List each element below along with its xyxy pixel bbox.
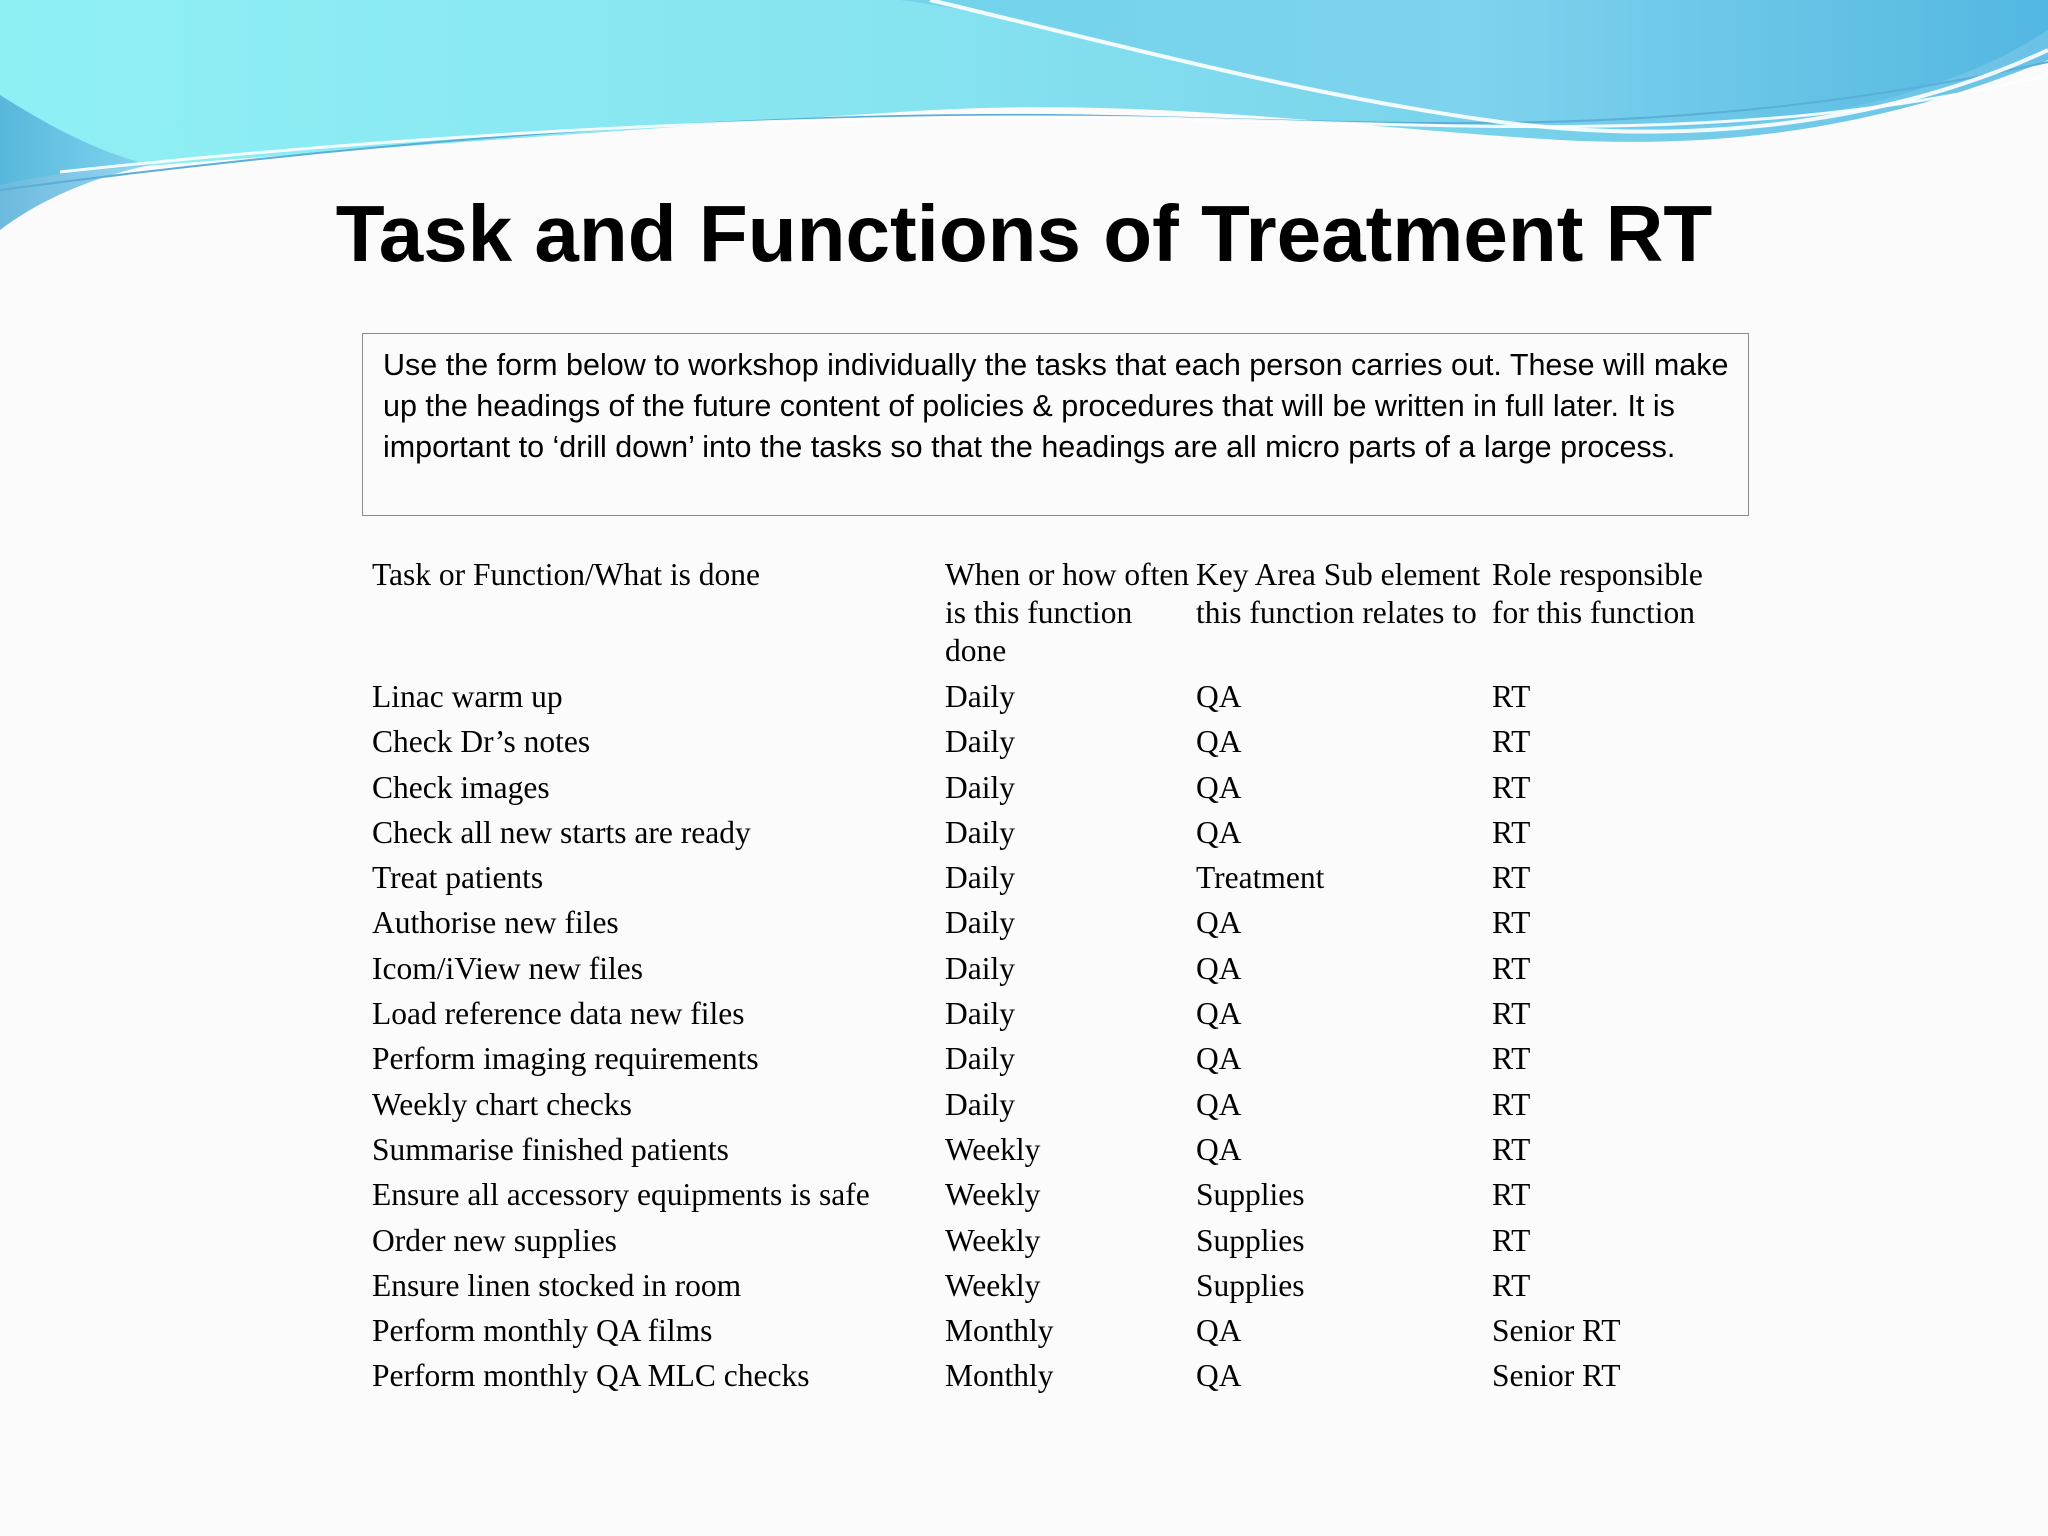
table-row — [372, 1086, 1732, 1131]
frequency-cell: Weekly — [945, 1131, 1041, 1167]
task-cell: Ensure linen stocked in room — [372, 1267, 742, 1303]
page-title: Task and Functions of Treatment RT — [335, 189, 1713, 278]
role-cell: RT — [1492, 679, 1531, 714]
table-row — [372, 678, 1732, 723]
frequency-cell: Daily — [945, 1041, 1015, 1077]
role-cell: Senior RT — [1492, 1313, 1621, 1349]
task-cell: Load reference data new files — [372, 996, 745, 1032]
task-cell: Linac warm up — [372, 679, 563, 714]
table-row — [372, 1040, 1732, 1085]
frequency-cell: Daily — [945, 679, 1015, 714]
key-area-cell: QA — [1196, 1358, 1242, 1394]
table-row — [372, 1357, 1732, 1402]
role-cell: RT — [1492, 860, 1531, 896]
frequency-cell: Daily — [945, 769, 1015, 805]
task-cell: Perform monthly QA films — [372, 1313, 713, 1349]
key-area-cell: QA — [1196, 814, 1242, 850]
key-area-cell: QA — [1196, 679, 1242, 714]
role-cell: RT — [1492, 950, 1531, 986]
instructions-text: Use the form below to workshop individually the tasks that each person carries out. These will make up the headings of the future content of policies & procedures that will be written in full later. It is important to ‘drill down’ into the tasks so that the headings are all micro parts of a large process. — [383, 348, 1729, 464]
frequency-cell: Daily — [945, 1086, 1015, 1122]
table-row — [372, 995, 1732, 1040]
role-cell: RT — [1492, 1177, 1531, 1213]
role-cell: RT — [1492, 996, 1531, 1032]
role-cell: RT — [1492, 814, 1531, 850]
task-cell: Perform imaging requirements — [372, 1041, 759, 1077]
key-area-cell: QA — [1196, 905, 1242, 941]
key-area-cell: QA — [1196, 996, 1242, 1032]
frequency-cell: Monthly — [945, 1313, 1054, 1349]
header-key-area: Key Area Sub element this function relates to — [1196, 557, 1481, 630]
table-row — [372, 1176, 1732, 1221]
role-cell: RT — [1492, 1131, 1531, 1167]
header-task: Task or Function/What is done — [372, 557, 760, 592]
task-cell: Ensure all accessory equipments is safe — [372, 1177, 870, 1213]
table-row — [372, 1267, 1732, 1312]
key-area-cell: Supplies — [1196, 1222, 1305, 1258]
header-row — [372, 556, 1732, 678]
frequency-cell: Daily — [945, 724, 1015, 760]
task-cell: Check all new starts are ready — [372, 814, 751, 850]
table-row — [372, 1312, 1732, 1357]
key-area-cell: Supplies — [1196, 1267, 1305, 1303]
task-cell: Treat patients — [372, 860, 544, 896]
role-cell: RT — [1492, 1041, 1531, 1077]
role-cell: RT — [1492, 724, 1531, 760]
role-cell: RT — [1492, 905, 1531, 941]
key-area-cell: QA — [1196, 724, 1242, 760]
role-cell: RT — [1492, 1222, 1531, 1258]
role-cell: RT — [1492, 1267, 1531, 1303]
table-header — [372, 556, 1732, 678]
task-cell: Weekly chart checks — [372, 1086, 632, 1122]
task-table — [372, 556, 1732, 1403]
frequency-cell: Daily — [945, 814, 1015, 850]
table-body — [372, 678, 1732, 1403]
frequency-cell: Weekly — [945, 1222, 1041, 1258]
table-row — [372, 723, 1732, 768]
table-row — [372, 1131, 1732, 1176]
key-area-cell: QA — [1196, 1313, 1242, 1349]
key-area-cell: QA — [1196, 1131, 1242, 1167]
frequency-cell: Daily — [945, 860, 1015, 896]
task-cell: Summarise finished patients — [372, 1131, 729, 1167]
task-cell: Order new supplies — [372, 1222, 617, 1258]
table-row — [372, 859, 1732, 904]
table-row — [372, 1222, 1732, 1267]
frequency-cell: Weekly — [945, 1177, 1041, 1213]
task-cell: Icom/iView new files — [372, 950, 644, 986]
role-cell: Senior RT — [1492, 1358, 1621, 1394]
table-row — [372, 769, 1732, 814]
task-cell: Check images — [372, 769, 550, 805]
frequency-cell: Monthly — [945, 1358, 1054, 1394]
key-area-cell: Treatment — [1196, 860, 1325, 896]
table-row — [372, 950, 1732, 995]
role-cell: RT — [1492, 769, 1531, 805]
frequency-cell: Weekly — [945, 1267, 1041, 1303]
key-area-cell: QA — [1196, 1086, 1242, 1122]
frequency-cell: Daily — [945, 905, 1015, 941]
task-cell: Check Dr’s notes — [372, 724, 591, 760]
header-frequency: When or how often is this function done — [945, 557, 1190, 668]
frequency-cell: Daily — [945, 950, 1015, 986]
instructions-box — [362, 333, 1749, 516]
key-area-cell: Supplies — [1196, 1177, 1305, 1213]
key-area-cell: QA — [1196, 769, 1242, 805]
table-row — [372, 814, 1732, 859]
task-cell: Authorise new files — [372, 905, 619, 941]
frequency-cell: Daily — [945, 996, 1015, 1032]
task-cell: Perform monthly QA MLC checks — [372, 1358, 810, 1394]
key-area-cell: QA — [1196, 950, 1242, 986]
role-cell: RT — [1492, 1086, 1531, 1122]
key-area-cell: QA — [1196, 1041, 1242, 1077]
header-role: Role responsible for this function — [1492, 557, 1703, 630]
table-row — [372, 904, 1732, 949]
